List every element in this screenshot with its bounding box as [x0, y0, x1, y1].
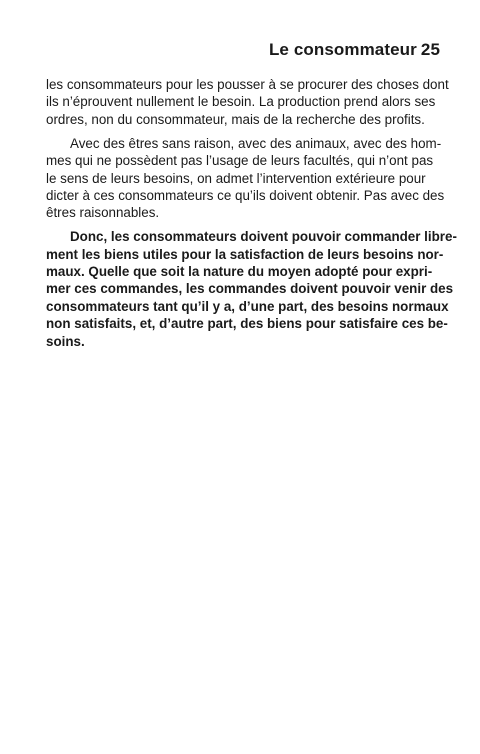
text-line: maux. Quelle que soit la nature du moyen adopté pour expri-: [46, 264, 433, 280]
body-text: [46, 76, 457, 357]
text-line: consommateurs tant qu’il y a, d’une part, des besoins normaux: [46, 298, 449, 314]
chapter-title: Le consommateur: [268, 40, 417, 59]
text-line: ment les biens utiles pour la satisfaction de leurs besoins nor-: [46, 246, 444, 262]
text-line: dicter à ces consommateurs ce qu’ils doivent obtenir. Pas avec des: [46, 187, 445, 203]
paragraph-3-bold: [46, 228, 457, 350]
paragraph-1: [46, 76, 449, 128]
text-line: soins.: [46, 333, 85, 349]
text-line: mer ces commandes, les commandes doivent pouvoir venir des: [46, 281, 454, 297]
text-line: Avec des êtres sans raison, avec des animaux, avec des hom-: [70, 135, 442, 151]
text-line: mes qui ne possèdent pas l’usage de leurs facultés, qui n’ont pas: [46, 153, 434, 169]
page-number: 25: [420, 40, 440, 59]
text-line: ordres, non du consommateur, mais de la recherche des profits.: [46, 111, 425, 127]
text-line: le sens de leurs besoins, on admet l’intervention extérieure pour: [46, 170, 426, 186]
text-line: non satisfaits, et, d’autre part, des biens pour satisfaire ces be-: [46, 316, 448, 332]
text-line: les consommateurs pour les pousser à se procurer des choses dont: [46, 77, 449, 92]
text-line: ils n’éprouvent nullement le besoin. La production prend alors ses: [46, 94, 436, 110]
text-line: êtres raisonnables.: [46, 205, 160, 221]
running-header: [269, 40, 440, 60]
paragraph-2: [46, 135, 445, 222]
text-line: Donc, les consommateurs doivent pouvoir commander libre-: [70, 229, 457, 245]
